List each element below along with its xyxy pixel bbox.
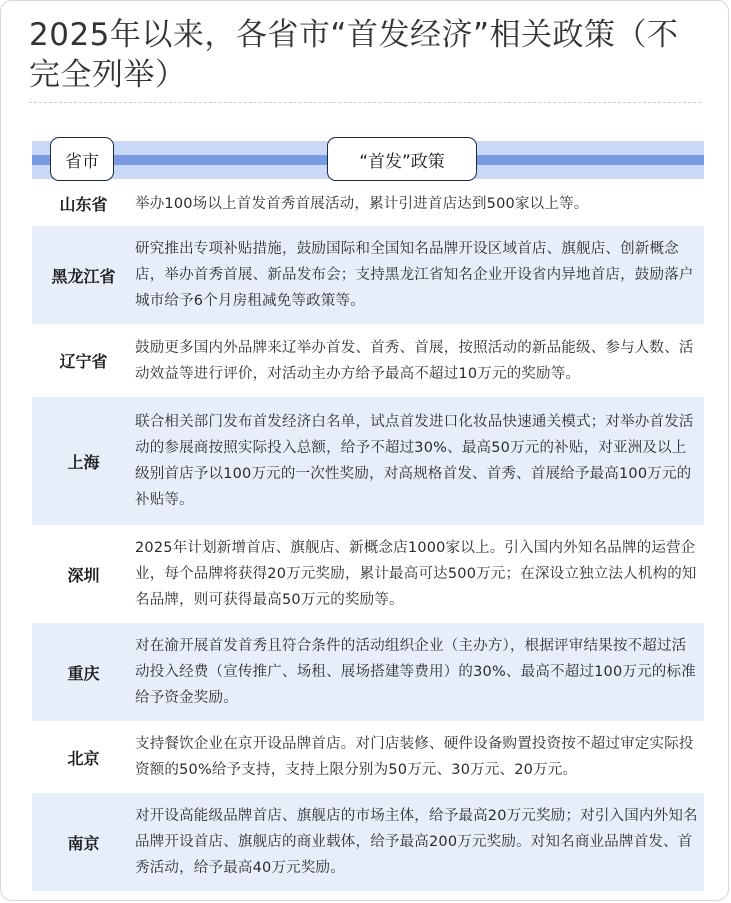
policy-cell: 研究推出专项补贴措施，鼓励国际和全国知名品牌开设区域首店、旗舰店、创新概念店，举办首秀首展、新品发布会；支持黑龙江省知名企业开设省内异地首店，鼓励落户城市给予6个月房租减免等政策等。 [135, 241, 694, 309]
province-cell: 辽宁省 [59, 352, 108, 371]
header-province: 省市 [50, 137, 114, 181]
table-row [32, 324, 704, 397]
header-policy: “首发”政策 [327, 137, 477, 181]
policy-cell: 支持餐饮企业在京开设品牌首店。对门店装修、硬件设备购置投资按不超过审定实际投资额的50%给予支持，支持上限分别为50万元、30万元、20万元。 [135, 736, 694, 778]
province-cell: 黑龙江省 [51, 266, 116, 286]
policy-table [32, 181, 704, 891]
table-row [32, 226, 704, 324]
policy-cell: 联合相关部门发布首发经济白名单，试点首发进口化妆品快速通关模式；对举办首发活动的参展商按照实际投入总额，给予不超过30%、最高50万元的补贴，对亚洲及以上级别首店予以100万元的一次性奖励，对高规格首发、首秀、首展给予最高100万元的补贴等。 [135, 414, 694, 508]
policy-cell: 对在渝开展首发首秀且符合条件的活动组织企业（主办方），根据评审结果按不超过活动投入经费（宣传推广、场租、展场搭建等费用）的30%、最高不超过100万元的标准给予资金奖励。 [135, 638, 696, 706]
province-cell: 重庆 [67, 663, 100, 683]
title-divider [29, 102, 701, 103]
policy-cell: 2025年计划新增首店、旗舰店、新概念店1000家以上。引入国内外知名品牌的运营企业，每个品牌将获得20万元奖励，累计最高可达500万元；在深设立独立法人机构的知名品牌，则可获得最高50万元的奖励等。 [135, 540, 697, 608]
province-cell: 上海 [67, 452, 100, 472]
table-row [32, 181, 704, 226]
page-title: 2025年以来，各省市“首发经济”相关政策（不完全列举） [29, 17, 679, 93]
policy-cell: 鼓励更多国内外品牌来辽举办首发、首秀、首展，按照活动的新品能级、参与人数、活动效益等进行评价，对活动主办方给予最高不超过10万元的奖励等。 [135, 339, 694, 382]
policy-cell: 举办100场以上首发首秀首展活动，累计引进首店达到500家以上等。 [135, 195, 589, 212]
province-cell: 北京 [67, 748, 100, 768]
table-row [32, 623, 704, 721]
province-cell: 南京 [67, 833, 100, 853]
province-cell: 山东省 [59, 195, 108, 214]
table-row [32, 525, 704, 623]
table-row [32, 397, 704, 525]
table-row [32, 721, 704, 793]
policy-cell: 对开设高能级品牌首店、旗舰店的市场主体，给予最高20万元奖励；对引入国内外知名品牌开设首店、旗舰店的商业载体，给予最高200万元奖励。对知名商业品牌首发、首秀活动，给予最高40万元奖励。 [135, 808, 698, 876]
table-row [32, 793, 704, 891]
province-cell: 深圳 [67, 565, 100, 585]
